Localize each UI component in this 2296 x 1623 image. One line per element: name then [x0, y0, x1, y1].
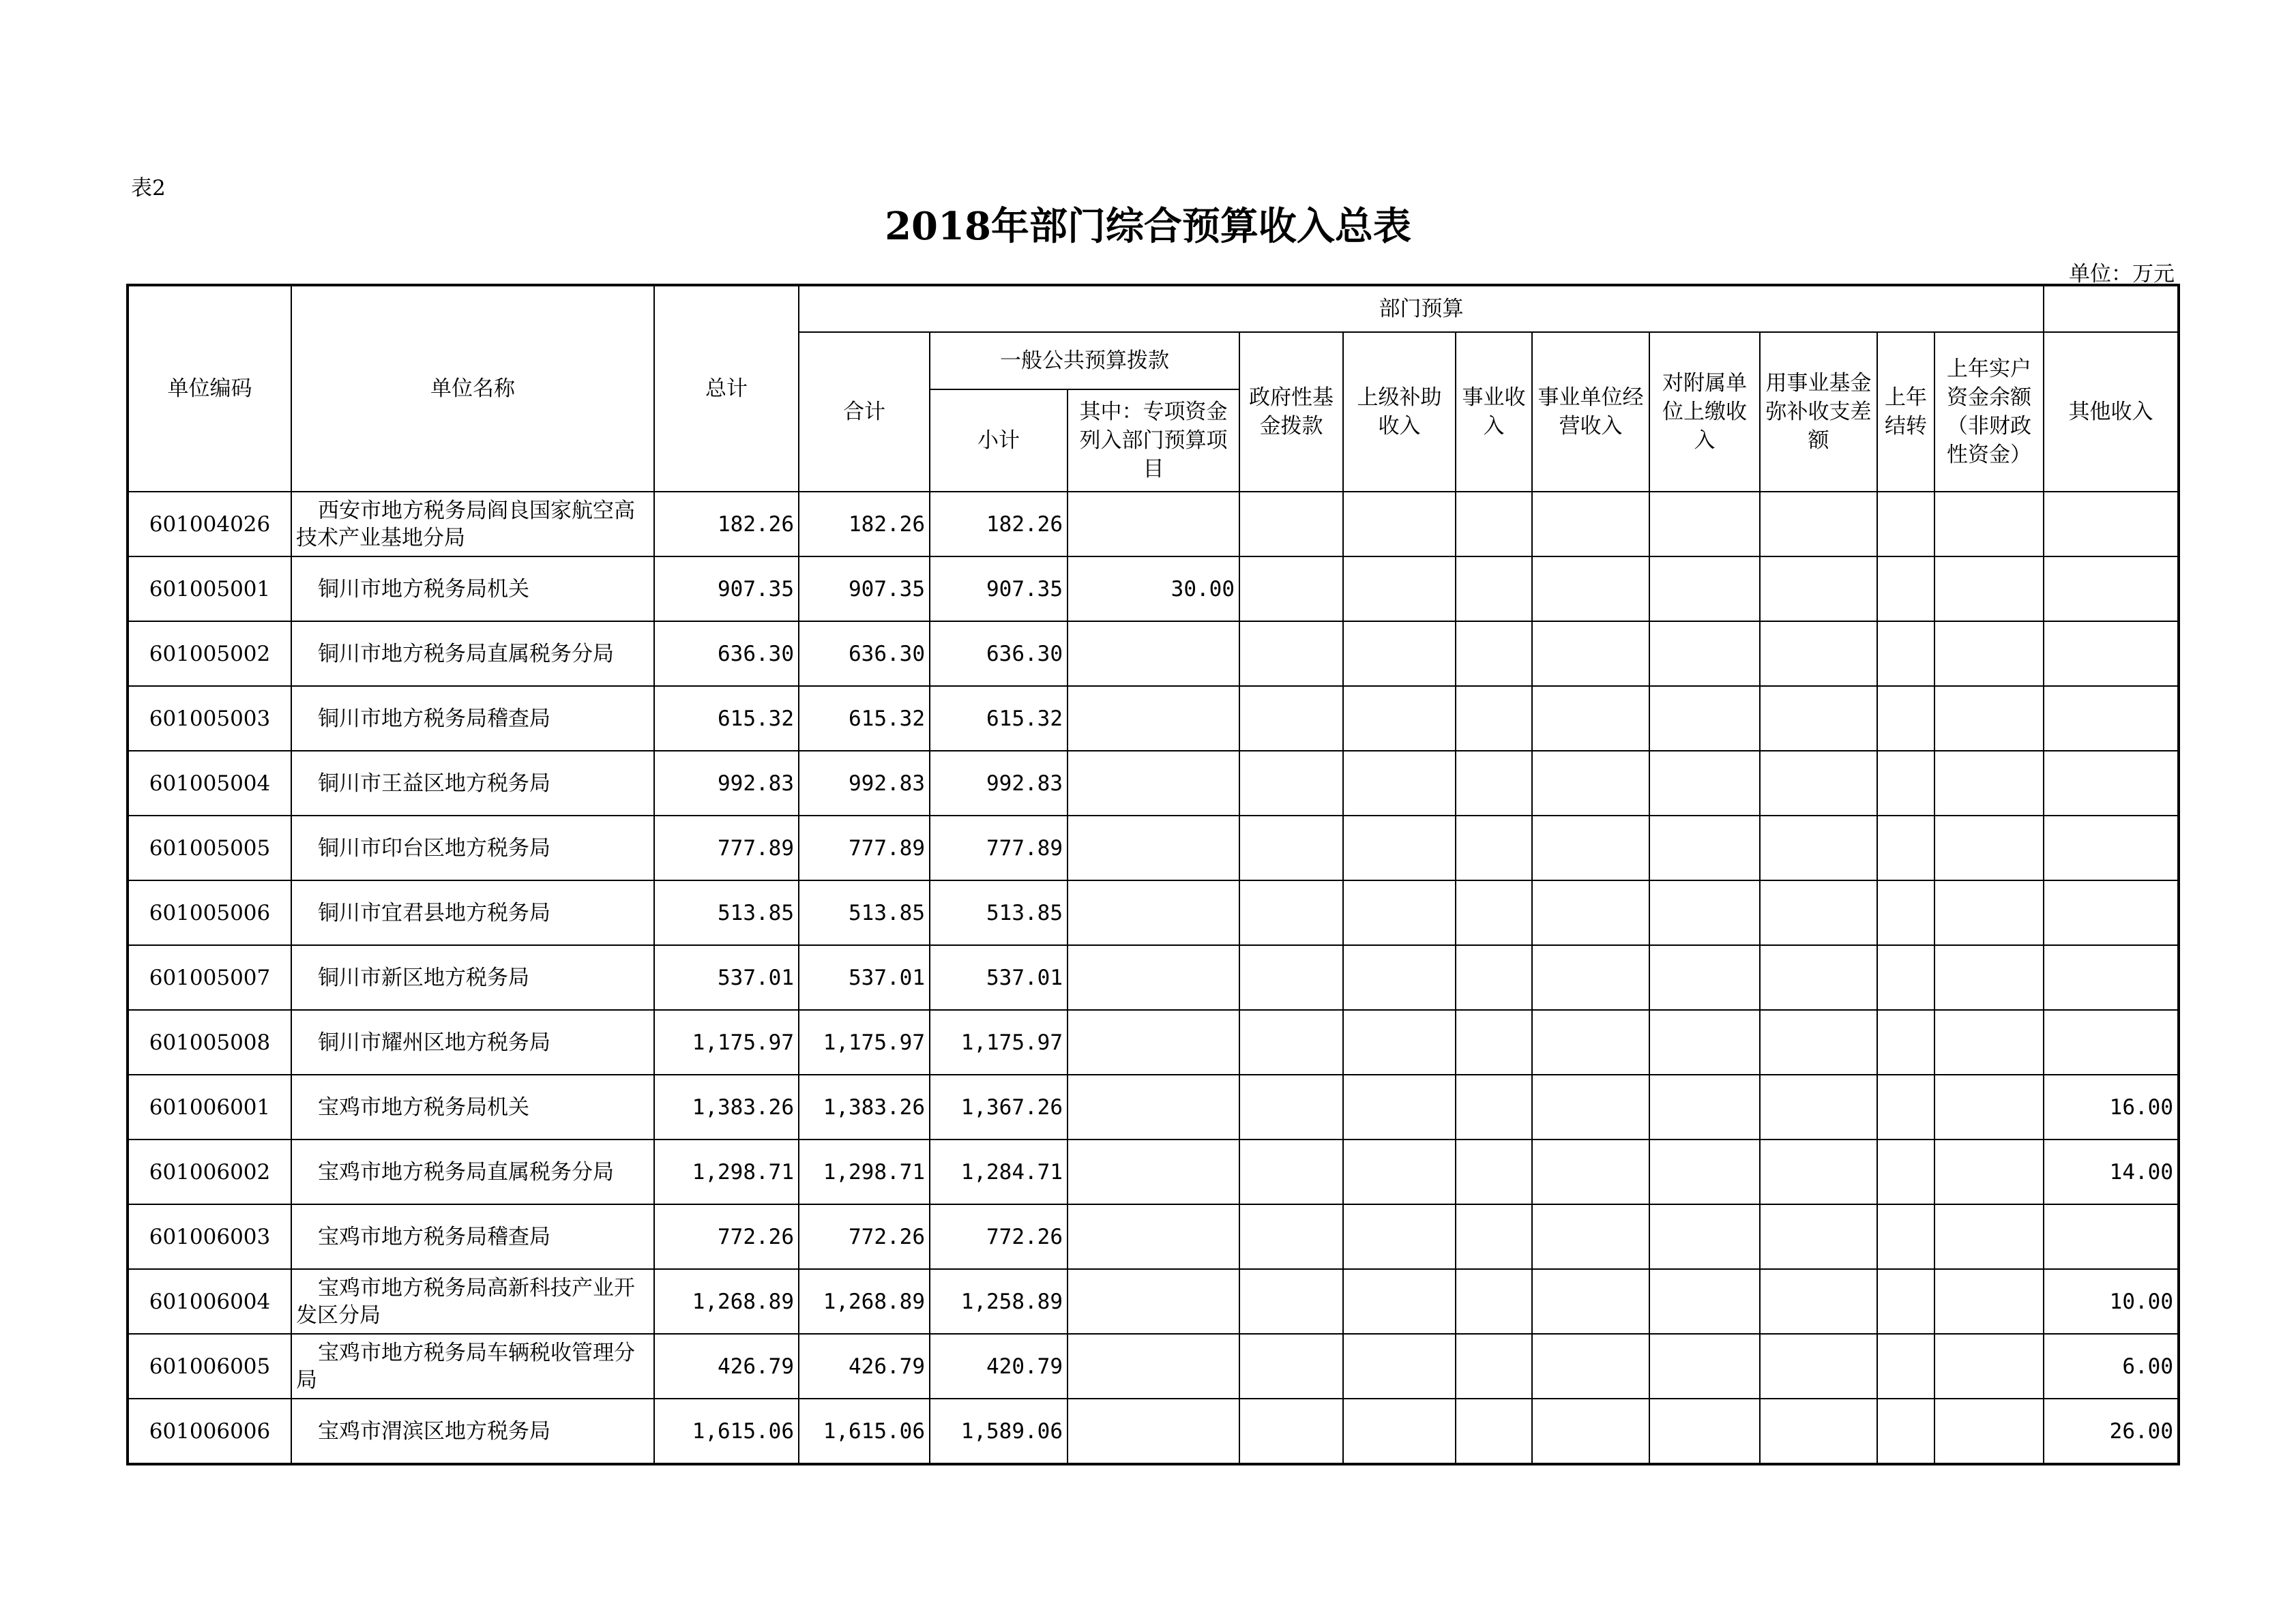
- cell-business-operation: [1532, 686, 1649, 751]
- cell-balance: [1934, 492, 2044, 556]
- unit-name-text: 铜川市印台区地方税务局: [318, 835, 550, 861]
- cell-special-funds: [1068, 1140, 1239, 1204]
- cell-gov-fund: [1239, 686, 1343, 751]
- cell-sum: 907.35: [799, 556, 930, 621]
- cell-special-funds: [1068, 621, 1239, 686]
- cell-other-income: 14.00: [2044, 1140, 2179, 1204]
- cell-superior-subsidy: [1343, 686, 1456, 751]
- cell-unit-code: 601005003: [128, 686, 291, 751]
- cell-business-income: [1456, 1399, 1532, 1464]
- cell-affiliated-income: [1649, 621, 1760, 686]
- cell-unit-name: [291, 1140, 654, 1204]
- cell-sum: 615.32: [799, 686, 930, 751]
- unit-name-text: 铜川市新区地方税务局: [318, 965, 529, 990]
- cell-xiaoji: 907.35: [930, 556, 1068, 621]
- unit-name-text: 铜川市耀州区地方税务局: [318, 1030, 550, 1055]
- cell-other-income: [2044, 880, 2179, 945]
- cell-total: 426.79: [654, 1334, 799, 1399]
- cell-affiliated-income: [1649, 1140, 1760, 1204]
- cell-total: 1,615.06: [654, 1399, 799, 1464]
- cell-unit-code: 601006002: [128, 1140, 291, 1204]
- cell-business-income: [1456, 556, 1532, 621]
- cell-balance: [1934, 1140, 2044, 1204]
- cell-special-funds: [1068, 751, 1239, 816]
- cell-unit-name: [291, 1399, 654, 1464]
- cell-unit-name: [291, 945, 654, 1010]
- cell-carryover: [1877, 556, 1934, 621]
- cell-unit-name: [291, 1075, 654, 1140]
- cell-xiaoji: 420.79: [930, 1334, 1068, 1399]
- cell-unit-code: 601004026: [128, 492, 291, 556]
- cell-fund-compensation: [1760, 1075, 1877, 1140]
- cell-unit-name: [291, 1269, 654, 1334]
- cell-affiliated-income: [1649, 1399, 1760, 1464]
- unit-name-text: 西安市地方税务局阎良国家航空高技术产业基地分局: [296, 498, 635, 550]
- cell-balance: [1934, 1204, 2044, 1269]
- cell-fund-compensation: [1760, 1204, 1877, 1269]
- cell-special-funds: [1068, 816, 1239, 880]
- cell-total: 777.89: [654, 816, 799, 880]
- cell-carryover: [1877, 1204, 1934, 1269]
- cell-gov-fund: [1239, 945, 1343, 1010]
- header-gov-fund: 政府性基金拨款: [1239, 332, 1343, 492]
- cell-xiaoji: 1,258.89: [930, 1269, 1068, 1334]
- cell-special-funds: [1068, 1010, 1239, 1075]
- cell-fund-compensation: [1760, 945, 1877, 1010]
- cell-fund-compensation: [1760, 1010, 1877, 1075]
- unit-name-text: 宝鸡市渭滨区地方税务局: [318, 1418, 550, 1444]
- cell-business-operation: [1532, 880, 1649, 945]
- cell-fund-compensation: [1760, 880, 1877, 945]
- table-row: [128, 686, 2179, 751]
- cell-affiliated-income: [1649, 556, 1760, 621]
- table-row: [128, 945, 2179, 1010]
- cell-business-operation: [1532, 1075, 1649, 1140]
- cell-special-funds: [1068, 1334, 1239, 1399]
- cell-unit-code: 601006005: [128, 1334, 291, 1399]
- table-row: [128, 880, 2179, 945]
- cell-total: 1,383.26: [654, 1075, 799, 1140]
- cell-fund-compensation: [1760, 1334, 1877, 1399]
- cell-carryover: [1877, 1334, 1934, 1399]
- cell-balance: [1934, 621, 2044, 686]
- cell-sum: 1,175.97: [799, 1010, 930, 1075]
- cell-sum: 777.89: [799, 816, 930, 880]
- cell-balance: [1934, 1334, 2044, 1399]
- cell-xiaoji: 513.85: [930, 880, 1068, 945]
- cell-unit-code: 601006001: [128, 1075, 291, 1140]
- cell-xiaoji: 182.26: [930, 492, 1068, 556]
- cell-carryover: [1877, 945, 1934, 1010]
- header-general-public-budget: 一般公共预算拨款: [930, 332, 1239, 389]
- cell-total: 182.26: [654, 492, 799, 556]
- cell-affiliated-income: [1649, 492, 1760, 556]
- cell-special-funds: [1068, 1204, 1239, 1269]
- table-row: [128, 1334, 2179, 1399]
- cell-affiliated-income: [1649, 880, 1760, 945]
- cell-fund-compensation: [1760, 751, 1877, 816]
- cell-gov-fund: [1239, 1010, 1343, 1075]
- cell-sum: 1,615.06: [799, 1399, 930, 1464]
- unit-name-text: 宝鸡市地方税务局高新科技产业开发区分局: [296, 1275, 635, 1328]
- header-unit-name: 单位名称: [291, 285, 654, 492]
- cell-xiaoji: 1,284.71: [930, 1140, 1068, 1204]
- cell-unit-name: [291, 880, 654, 945]
- cell-superior-subsidy: [1343, 1399, 1456, 1464]
- header-other-income: 其他收入: [2044, 332, 2179, 492]
- header-unit-code: 单位编码: [128, 285, 291, 492]
- cell-xiaoji: 636.30: [930, 621, 1068, 686]
- cell-superior-subsidy: [1343, 621, 1456, 686]
- cell-special-funds: [1068, 1399, 1239, 1464]
- cell-other-income: [2044, 621, 2179, 686]
- table-row: [128, 1010, 2179, 1075]
- cell-fund-compensation: [1760, 1399, 1877, 1464]
- cell-balance: [1934, 945, 2044, 1010]
- cell-unit-code: 601005002: [128, 621, 291, 686]
- cell-affiliated-income: [1649, 1334, 1760, 1399]
- table-row: [128, 751, 2179, 816]
- cell-special-funds: [1068, 880, 1239, 945]
- cell-affiliated-income: [1649, 945, 1760, 1010]
- cell-sum: 182.26: [799, 492, 930, 556]
- cell-affiliated-income: [1649, 686, 1760, 751]
- cell-affiliated-income: [1649, 1204, 1760, 1269]
- header-fund-compensation: 用事业基金弥补收支差额: [1760, 332, 1877, 492]
- cell-xiaoji: 1,367.26: [930, 1075, 1068, 1140]
- cell-affiliated-income: [1649, 1075, 1760, 1140]
- cell-total: 992.83: [654, 751, 799, 816]
- cell-gov-fund: [1239, 492, 1343, 556]
- table-row: [128, 1399, 2179, 1464]
- cell-total: 1,175.97: [654, 1010, 799, 1075]
- cell-xiaoji: 1,589.06: [930, 1399, 1068, 1464]
- cell-sum: 1,298.71: [799, 1140, 930, 1204]
- cell-xiaoji: 777.89: [930, 816, 1068, 880]
- unit-name-text: 宝鸡市地方税务局机关: [318, 1095, 529, 1120]
- cell-unit-name: [291, 492, 654, 556]
- unit-name-text: 宝鸡市地方税务局稽查局: [318, 1224, 550, 1249]
- table-row: [128, 1140, 2179, 1204]
- cell-superior-subsidy: [1343, 1075, 1456, 1140]
- cell-other-income: [2044, 1204, 2179, 1269]
- cell-gov-fund: [1239, 1269, 1343, 1334]
- cell-business-income: [1456, 751, 1532, 816]
- cell-superior-subsidy: [1343, 816, 1456, 880]
- cell-carryover: [1877, 686, 1934, 751]
- cell-unit-code: 601006006: [128, 1399, 291, 1464]
- cell-balance: [1934, 1075, 2044, 1140]
- cell-superior-subsidy: [1343, 556, 1456, 621]
- cell-total: 1,268.89: [654, 1269, 799, 1334]
- cell-carryover: [1877, 816, 1934, 880]
- cell-superior-subsidy: [1343, 1010, 1456, 1075]
- cell-gov-fund: [1239, 880, 1343, 945]
- cell-superior-subsidy: [1343, 945, 1456, 1010]
- header-special-funds: 其中：专项资金列入部门预算项目: [1068, 389, 1239, 492]
- cell-superior-subsidy: [1343, 880, 1456, 945]
- table-row: [128, 1204, 2179, 1269]
- cell-sum: 992.83: [799, 751, 930, 816]
- cell-other-income: 16.00: [2044, 1075, 2179, 1140]
- cell-sum: 426.79: [799, 1334, 930, 1399]
- header-business-income: 事业收入: [1456, 332, 1532, 492]
- cell-gov-fund: [1239, 1140, 1343, 1204]
- cell-carryover: [1877, 880, 1934, 945]
- cell-total: 537.01: [654, 945, 799, 1010]
- cell-superior-subsidy: [1343, 492, 1456, 556]
- header-affiliated-income: 对附属单位上缴收入: [1649, 332, 1760, 492]
- cell-business-income: [1456, 492, 1532, 556]
- cell-business-income: [1456, 1269, 1532, 1334]
- cell-gov-fund: [1239, 1075, 1343, 1140]
- cell-business-income: [1456, 880, 1532, 945]
- cell-total: 615.32: [654, 686, 799, 751]
- cell-unit-code: 601005005: [128, 816, 291, 880]
- cell-unit-code: 601005004: [128, 751, 291, 816]
- cell-business-operation: [1532, 1399, 1649, 1464]
- cell-special-funds: [1068, 1075, 1239, 1140]
- cell-special-funds: [1068, 492, 1239, 556]
- cell-fund-compensation: [1760, 1140, 1877, 1204]
- cell-sum: 1,383.26: [799, 1075, 930, 1140]
- cell-gov-fund: [1239, 816, 1343, 880]
- cell-superior-subsidy: [1343, 1140, 1456, 1204]
- cell-fund-compensation: [1760, 556, 1877, 621]
- cell-business-operation: [1532, 1140, 1649, 1204]
- cell-xiaoji: 772.26: [930, 1204, 1068, 1269]
- cell-unit-code: 601006003: [128, 1204, 291, 1269]
- cell-carryover: [1877, 1075, 1934, 1140]
- cell-carryover: [1877, 751, 1934, 816]
- cell-business-operation: [1532, 816, 1649, 880]
- cell-business-income: [1456, 686, 1532, 751]
- header-business-operation: 事业单位经营收入: [1532, 332, 1649, 492]
- table-row: [128, 621, 2179, 686]
- table-row: [128, 816, 2179, 880]
- cell-business-operation: [1532, 556, 1649, 621]
- cell-other-income: 6.00: [2044, 1334, 2179, 1399]
- cell-carryover: [1877, 1269, 1934, 1334]
- cell-superior-subsidy: [1343, 751, 1456, 816]
- cell-carryover: [1877, 1010, 1934, 1075]
- cell-affiliated-income: [1649, 1269, 1760, 1334]
- header-blank: [2044, 285, 2179, 332]
- table-row: [128, 556, 2179, 621]
- cell-business-income: [1456, 1010, 1532, 1075]
- cell-balance: [1934, 1010, 2044, 1075]
- cell-business-operation: [1532, 1269, 1649, 1334]
- unit-name-text: 宝鸡市地方税务局直属税务分局: [318, 1159, 614, 1185]
- cell-other-income: 10.00: [2044, 1269, 2179, 1334]
- cell-fund-compensation: [1760, 621, 1877, 686]
- cell-gov-fund: [1239, 556, 1343, 621]
- cell-unit-name: [291, 621, 654, 686]
- cell-unit-code: 601006004: [128, 1269, 291, 1334]
- cell-unit-name: [291, 816, 654, 880]
- cell-other-income: [2044, 492, 2179, 556]
- cell-total: 1,298.71: [654, 1140, 799, 1204]
- cell-business-income: [1456, 1140, 1532, 1204]
- cell-unit-code: 601005001: [128, 556, 291, 621]
- header-dept-budget: 部门预算: [799, 285, 2044, 332]
- cell-business-income: [1456, 816, 1532, 880]
- cell-unit-code: 601005007: [128, 945, 291, 1010]
- cell-gov-fund: [1239, 1334, 1343, 1399]
- cell-xiaoji: 615.32: [930, 686, 1068, 751]
- cell-special-funds: [1068, 686, 1239, 751]
- cell-special-funds: [1068, 1269, 1239, 1334]
- budget-table: [126, 284, 2180, 1465]
- cell-other-income: [2044, 1010, 2179, 1075]
- cell-unit-name: [291, 556, 654, 621]
- cell-balance: [1934, 686, 2044, 751]
- unit-name-text: 铜川市地方税务局直属税务分局: [318, 641, 614, 666]
- table-row: [128, 492, 2179, 556]
- cell-business-operation: [1532, 1334, 1649, 1399]
- cell-business-income: [1456, 1204, 1532, 1269]
- cell-superior-subsidy: [1343, 1204, 1456, 1269]
- cell-business-income: [1456, 621, 1532, 686]
- cell-total: 772.26: [654, 1204, 799, 1269]
- cell-balance: [1934, 1269, 2044, 1334]
- cell-total: 636.30: [654, 621, 799, 686]
- cell-business-income: [1456, 1334, 1532, 1399]
- header-carryover: 上年结转: [1877, 332, 1934, 492]
- cell-xiaoji: 537.01: [930, 945, 1068, 1010]
- unit-name-text: 宝鸡市地方税务局车辆税收管理分局: [296, 1340, 635, 1393]
- table-row: [128, 1269, 2179, 1334]
- cell-other-income: [2044, 556, 2179, 621]
- cell-other-income: [2044, 751, 2179, 816]
- cell-special-funds: 30.00: [1068, 556, 1239, 621]
- table-row: [128, 1075, 2179, 1140]
- header-sum: 合计: [799, 332, 930, 492]
- cell-balance: [1934, 556, 2044, 621]
- header-xiaoji: 小计: [930, 389, 1068, 492]
- cell-gov-fund: [1239, 1204, 1343, 1269]
- header-superior-subsidy: 上级补助收入: [1343, 332, 1456, 492]
- header-balance: 上年实户资金余额（非财政性资金）: [1934, 332, 2044, 492]
- cell-unit-name: [291, 751, 654, 816]
- cell-gov-fund: [1239, 751, 1343, 816]
- unit-name-text: 铜川市地方税务局稽查局: [318, 706, 550, 731]
- cell-unit-name: [291, 1010, 654, 1075]
- cell-unit-code: 601005006: [128, 880, 291, 945]
- cell-superior-subsidy: [1343, 1269, 1456, 1334]
- cell-balance: [1934, 880, 2044, 945]
- cell-business-income: [1456, 945, 1532, 1010]
- header-total: 总计: [654, 285, 799, 492]
- cell-total: 907.35: [654, 556, 799, 621]
- cell-gov-fund: [1239, 1399, 1343, 1464]
- cell-business-operation: [1532, 945, 1649, 1010]
- cell-affiliated-income: [1649, 1010, 1760, 1075]
- cell-gov-fund: [1239, 621, 1343, 686]
- cell-carryover: [1877, 1140, 1934, 1204]
- cell-balance: [1934, 816, 2044, 880]
- cell-other-income: [2044, 945, 2179, 1010]
- cell-unit-name: [291, 1334, 654, 1399]
- cell-carryover: [1877, 1399, 1934, 1464]
- cell-business-operation: [1532, 492, 1649, 556]
- unit-name-text: 铜川市地方税务局机关: [318, 576, 529, 601]
- table-label: 表2: [131, 176, 166, 200]
- unit-label: 单位：万元: [2069, 262, 2175, 286]
- unit-name-text: 铜川市宜君县地方税务局: [318, 900, 550, 925]
- cell-sum: 772.26: [799, 1204, 930, 1269]
- cell-superior-subsidy: [1343, 1334, 1456, 1399]
- cell-fund-compensation: [1760, 816, 1877, 880]
- cell-business-operation: [1532, 621, 1649, 686]
- cell-other-income: 26.00: [2044, 1399, 2179, 1464]
- cell-unit-code: 601005008: [128, 1010, 291, 1075]
- cell-unit-name: [291, 1204, 654, 1269]
- cell-sum: 1,268.89: [799, 1269, 930, 1334]
- cell-sum: 636.30: [799, 621, 930, 686]
- cell-other-income: [2044, 816, 2179, 880]
- cell-affiliated-income: [1649, 816, 1760, 880]
- cell-sum: 537.01: [799, 945, 930, 1010]
- cell-business-operation: [1532, 1010, 1649, 1075]
- cell-business-operation: [1532, 751, 1649, 816]
- cell-xiaoji: 992.83: [930, 751, 1068, 816]
- cell-business-operation: [1532, 1204, 1649, 1269]
- cell-business-income: [1456, 1075, 1532, 1140]
- page-title: 2018年部门综合预算收入总表: [885, 204, 1411, 249]
- cell-carryover: [1877, 621, 1934, 686]
- cell-unit-name: [291, 686, 654, 751]
- cell-fund-compensation: [1760, 686, 1877, 751]
- cell-xiaoji: 1,175.97: [930, 1010, 1068, 1075]
- cell-carryover: [1877, 492, 1934, 556]
- cell-affiliated-income: [1649, 751, 1760, 816]
- unit-name-text: 铜川市王益区地方税务局: [318, 771, 550, 796]
- cell-total: 513.85: [654, 880, 799, 945]
- cell-balance: [1934, 751, 2044, 816]
- cell-fund-compensation: [1760, 492, 1877, 556]
- cell-sum: 513.85: [799, 880, 930, 945]
- cell-special-funds: [1068, 945, 1239, 1010]
- cell-fund-compensation: [1760, 1269, 1877, 1334]
- cell-other-income: [2044, 686, 2179, 751]
- cell-balance: [1934, 1399, 2044, 1464]
